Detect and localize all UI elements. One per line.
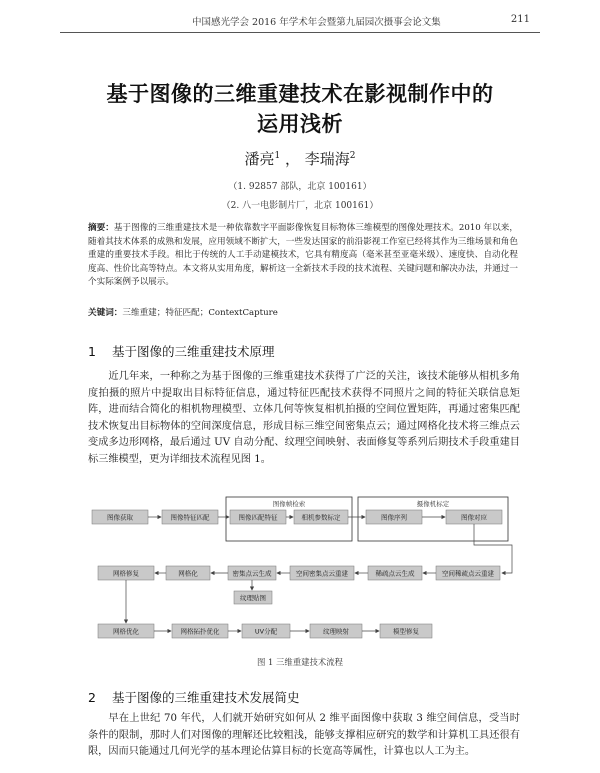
running-head	[60, 14, 530, 30]
section-2-heading	[88, 688, 300, 706]
label-tex-map: 纹理映射	[323, 627, 349, 636]
author-name: 潘亮	[244, 150, 275, 168]
author-name: 李瑞海	[304, 150, 350, 168]
label-match-feature: 图像匹配特征	[238, 513, 278, 522]
figure-caption: 图 1 三维重建技术流程	[256, 657, 344, 667]
label-model-fix: 模型修复	[393, 627, 419, 636]
label-image-corr: 图像对应	[461, 513, 487, 522]
section-number: 2	[88, 690, 96, 705]
keywords-text: 三维重建；特征匹配；ContextCapture	[122, 308, 278, 318]
label-image-seq: 图像序列	[381, 513, 407, 522]
journal-title: 中国感光学会 2016 年学术年会暨第九届园次摄事会论文集	[192, 17, 441, 28]
keywords-label: 关键词：	[88, 308, 123, 318]
label-mesh-opt: 网格优化	[113, 627, 139, 636]
section-1-heading	[88, 342, 275, 360]
label-sparse-recon: 空间稀疏点云重建	[442, 569, 494, 578]
label-meshing: 网格化	[178, 569, 198, 578]
group-label-right: 摄像机标定	[416, 500, 450, 508]
affiliation-2: （2. 八一电影制片厂，北京 100161）	[221, 201, 379, 211]
label-dense-recon: 空间密集点云重建	[296, 569, 348, 578]
abstract-label: 摘要：	[88, 223, 114, 233]
header-rule	[60, 32, 540, 33]
label-mesh-repair: 网格修复	[113, 569, 139, 578]
author-affil-mark: 1	[274, 151, 281, 161]
paper-title-line-1: 基于图像的三维重建技术在影视制作中的	[106, 82, 494, 106]
section-title: 基于图像的三维重建技术发展简史	[112, 690, 300, 705]
label-image-acquire: 图像获取	[107, 513, 133, 522]
label-camera-calib: 相机参数标定	[301, 513, 341, 522]
label-feature-match: 图像特征匹配	[170, 513, 210, 522]
section-1-paragraph: 近几年来，一种称之为基于图像的三维重建技术获得了广泛的关注，该技术能够从相机多角度拍摄的照片中提取出目标特征信息，通过特征匹配技术获得不同照片之间的特征关联信息矩阵，进而结合简化的相机物理模型、立体几何等恢复相机拍摄的空间位置矩阵，再通过密集匹配技术恢复出目标物体的空间深度信息，形成目标三维空间密集点云；通过网格化技术将三维点云变成多边形网格，最后通过 UV 自动分配、纹理空间映射、表面修复等系列后期技术手段重建目标三维模型，更为详细技术流程见图 1。	[88, 371, 520, 465]
label-uv: UV分配	[254, 627, 278, 636]
author-line	[0, 148, 600, 169]
abstract-text: 基于图像的三维重建技术是一种依靠数字平面影像恢复目标物体三维模型的图像处理技术。2010 年以来，随着其技术体系的成熟和发展，应用领域不断扩大，一些发达国家的前沿影视工作室已经将其作为三维场景和角色重建的重要技术手段。相比于传统的人工手动建模技术，它具有精度高（毫米甚至亚毫米级）、速度快、自动化程度高、性价比高等特点。本文将从实用角度，解析这一全新技术手段的技术流程、关键问题和解决办法，并通过一个实际案例予以展示。	[88, 223, 518, 288]
author-affil-mark: 2	[349, 151, 356, 161]
group-label-left: 图像帧检索	[272, 500, 306, 508]
label-dense-cloud: 密集点云生成	[232, 569, 272, 578]
keywords	[88, 306, 518, 318]
author-separator: ，	[284, 150, 300, 168]
figure-1-flowchart	[90, 495, 522, 650]
section-2-paragraph: 早在上世纪 70 年代，人们就开始研究如何从 2 维平面图像中获取 3 维空间信息，受当时条件的限制，那时人们对图像的理解还比较粗浅，能够支撑相应研究的数学和计算机工具还很有限，因而只能通过几何光学的基本理论估算目标的长宽高等属性，计算也以人工为主。	[88, 713, 520, 758]
page-number: 211	[510, 14, 530, 25]
paper-title-line-2: 运用浅析	[257, 112, 343, 136]
section-title: 基于图像的三维重建技术原理	[112, 344, 275, 359]
section-number: 1	[88, 344, 96, 359]
affiliation-1: （1. 92857 部队，北京 100161）	[228, 182, 372, 192]
label-texture: 纹理贴图	[240, 594, 266, 602]
label-sparse-cloud: 稀疏点云生成	[375, 569, 415, 578]
label-topo-opt: 网格拓扑优化	[180, 627, 220, 636]
abstract	[88, 222, 518, 290]
